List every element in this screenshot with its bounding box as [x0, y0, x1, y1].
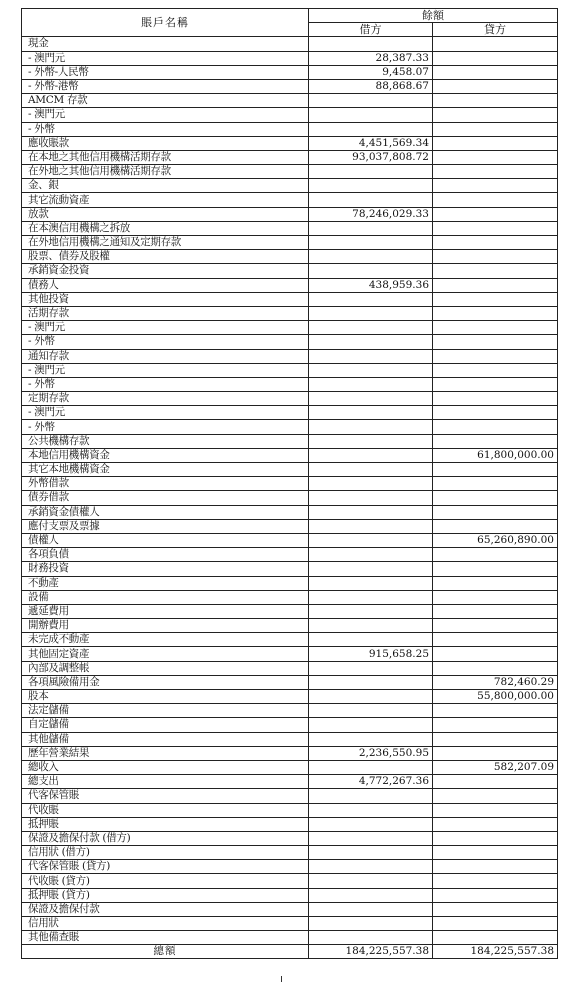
credit-cell [433, 519, 558, 533]
table-row [22, 902, 558, 916]
table-row [22, 377, 558, 391]
debit-cell [309, 448, 433, 462]
table-row [22, 349, 558, 363]
account-name-cell: - 外幣-港幣 [22, 79, 309, 93]
debit-cell [309, 264, 433, 278]
credit-cell [433, 179, 558, 193]
account-name-cell: 在本地之其他信用機構活期存款 [22, 150, 309, 164]
debit-cell [309, 193, 433, 207]
table-row [22, 264, 558, 278]
table-row [22, 420, 558, 434]
debit-cell: 4,772,267.36 [309, 775, 433, 789]
account-name-cell: 總支出 [22, 775, 309, 789]
account-name-cell: 各項負債 [22, 548, 309, 562]
account-name-cell: 公共機構存款 [22, 434, 309, 448]
table-row [22, 321, 558, 335]
table-row [22, 619, 558, 633]
account-name-cell: 抵押賬 (貸方) [22, 888, 309, 902]
table-body [22, 37, 558, 945]
credit-cell [433, 704, 558, 718]
table-row [22, 803, 558, 817]
debit-cell: 438,959.36 [309, 278, 433, 292]
credit-cell: 582,207.09 [433, 760, 558, 774]
table-row [22, 760, 558, 774]
table-row [22, 335, 558, 349]
table-row [22, 888, 558, 902]
debit-cell [309, 590, 433, 604]
table-row [22, 846, 558, 860]
debit-cell [309, 704, 433, 718]
account-name-cell: 法定儲備 [22, 704, 309, 718]
table-row [22, 562, 558, 576]
debit-cell [309, 392, 433, 406]
table-header [22, 9, 558, 37]
table-row [22, 250, 558, 264]
credit-cell [433, 292, 558, 306]
table-row [22, 37, 558, 51]
trial-balance-sheet [21, 8, 558, 959]
account-name-cell: 股本 [22, 690, 309, 704]
credit-cell [433, 221, 558, 235]
credit-cell [433, 136, 558, 150]
table-row [22, 533, 558, 547]
account-name-cell: - 澳門元 [22, 363, 309, 377]
account-name-cell: 承銷資金投資 [22, 264, 309, 278]
account-name-cell: 其它流動資產 [22, 193, 309, 207]
credit-cell [433, 420, 558, 434]
credit-cell: 65,260,890.00 [433, 533, 558, 547]
debit-cell [309, 576, 433, 590]
account-name-cell: 開辦費用 [22, 619, 309, 633]
credit-cell [433, 51, 558, 65]
debit-cell [309, 477, 433, 491]
debit-cell [309, 760, 433, 774]
table-row [22, 179, 558, 193]
debit-cell [309, 406, 433, 420]
credit-cell [433, 803, 558, 817]
account-name-cell: 其它本地機構資金 [22, 463, 309, 477]
table-row [22, 647, 558, 661]
credit-cell [433, 633, 558, 647]
credit-cell [433, 335, 558, 349]
account-name-cell: 在外地信用機構之通知及定期存款 [22, 236, 309, 250]
account-name-cell: 通知存款 [22, 349, 309, 363]
account-name-cell: 承銷資金債權人 [22, 505, 309, 519]
account-name-cell: - 外幣 [22, 420, 309, 434]
debit-cell [309, 874, 433, 888]
debit-cell [309, 732, 433, 746]
debit-cell [309, 335, 433, 349]
debit-cell [309, 860, 433, 874]
account-name-cell: 股票、債券及股權 [22, 250, 309, 264]
credit-cell [433, 236, 558, 250]
debit-cell [309, 179, 433, 193]
debit-cell: 93,037,808.72 [309, 150, 433, 164]
debit-cell: 915,658.25 [309, 647, 433, 661]
account-name-cell: - 外幣-人民幣 [22, 65, 309, 79]
debit-cell: 9,458.07 [309, 65, 433, 79]
account-name-cell: 在外地之其他信用機構活期存款 [22, 165, 309, 179]
account-name-cell: 其他投資 [22, 292, 309, 306]
debit-cell [309, 221, 433, 235]
table-row [22, 831, 558, 845]
debit-cell [309, 519, 433, 533]
account-name-cell: 保證及擔保付款 (借方) [22, 831, 309, 845]
account-name-cell: 自定儲備 [22, 718, 309, 732]
debit-cell: 78,246,029.33 [309, 207, 433, 221]
account-name-cell: 歷年營業結果 [22, 746, 309, 760]
table-row [22, 79, 558, 93]
debit-cell [309, 533, 433, 547]
header-account-name: 賬戶名稱 [22, 9, 309, 37]
debit-cell [309, 633, 433, 647]
table-row [22, 576, 558, 590]
credit-cell [433, 349, 558, 363]
credit-cell [433, 392, 558, 406]
credit-cell [433, 888, 558, 902]
credit-cell [433, 264, 558, 278]
account-name-cell: 代收賬 [22, 803, 309, 817]
table-row [22, 548, 558, 562]
account-name-cell: 內部及調整帳 [22, 661, 309, 675]
debit-cell [309, 562, 433, 576]
credit-cell [433, 377, 558, 391]
account-name-cell: 設備 [22, 590, 309, 604]
debit-cell: 88,868.67 [309, 79, 433, 93]
table-row [22, 108, 558, 122]
trial-balance-table [21, 8, 558, 959]
credit-cell [433, 406, 558, 420]
debit-cell [309, 94, 433, 108]
debit-cell: 2,236,550.95 [309, 746, 433, 760]
debit-cell [309, 661, 433, 675]
credit-cell [433, 321, 558, 335]
table-row [22, 463, 558, 477]
account-name-cell: - 澳門元 [22, 321, 309, 335]
credit-cell [433, 817, 558, 831]
credit-cell [433, 661, 558, 675]
table-row [22, 690, 558, 704]
total-credit: 184,225,557.38 [433, 945, 558, 959]
account-name-cell: 債務人 [22, 278, 309, 292]
credit-cell [433, 463, 558, 477]
table-row [22, 491, 558, 505]
table-row [22, 604, 558, 618]
table-row [22, 931, 558, 945]
credit-cell [433, 278, 558, 292]
header-debit: 借方 [309, 23, 433, 37]
table-row [22, 165, 558, 179]
page-mark [281, 976, 282, 982]
table-row [22, 675, 558, 689]
debit-cell [309, 718, 433, 732]
table-row [22, 221, 558, 235]
account-name-cell: 抵押賬 [22, 817, 309, 831]
total-debit: 184,225,557.38 [309, 945, 433, 959]
credit-cell [433, 122, 558, 136]
account-name-cell: 財務投資 [22, 562, 309, 576]
credit-cell [433, 79, 558, 93]
account-name-cell: 其他儲備 [22, 732, 309, 746]
table-row [22, 278, 558, 292]
credit-cell [433, 94, 558, 108]
table-row [22, 590, 558, 604]
account-name-cell: 代客保管賬 (貸方) [22, 860, 309, 874]
account-name-cell: 其他備查賬 [22, 931, 309, 945]
account-name-cell: - 外幣 [22, 377, 309, 391]
credit-cell [433, 775, 558, 789]
credit-cell [433, 548, 558, 562]
table-row [22, 51, 558, 65]
credit-cell [433, 193, 558, 207]
account-name-cell: - 澳門元 [22, 51, 309, 65]
credit-cell [433, 619, 558, 633]
account-name-cell: 外幣借款 [22, 477, 309, 491]
table-row [22, 448, 558, 462]
account-name-cell: - 澳門元 [22, 406, 309, 420]
table-row [22, 406, 558, 420]
credit-cell [433, 491, 558, 505]
debit-cell [309, 803, 433, 817]
account-name-cell: 未完成不動產 [22, 633, 309, 647]
credit-cell [433, 505, 558, 519]
account-name-cell: AMCM 存款 [22, 94, 309, 108]
table-row [22, 860, 558, 874]
credit-cell [433, 874, 558, 888]
credit-cell [433, 846, 558, 860]
debit-cell [309, 321, 433, 335]
credit-cell [433, 931, 558, 945]
table-row [22, 874, 558, 888]
credit-cell [433, 150, 558, 164]
debit-cell [309, 306, 433, 320]
debit-cell [309, 250, 433, 264]
account-name-cell: 放款 [22, 207, 309, 221]
credit-cell [433, 604, 558, 618]
credit-cell: 55,800,000.00 [433, 690, 558, 704]
table-row [22, 505, 558, 519]
credit-cell [433, 718, 558, 732]
debit-cell [309, 846, 433, 860]
account-name-cell: 應收賬款 [22, 136, 309, 150]
credit-cell [433, 647, 558, 661]
credit-cell [433, 831, 558, 845]
debit-cell [309, 888, 433, 902]
table-row [22, 718, 558, 732]
debit-cell: 4,451,569.34 [309, 136, 433, 150]
total-label: 總額 [22, 945, 309, 959]
account-name-cell: 信用狀 [22, 917, 309, 931]
debit-cell [309, 604, 433, 618]
account-name-cell: 保證及擔保付款 [22, 902, 309, 916]
credit-cell [433, 917, 558, 931]
debit-cell [309, 165, 433, 179]
account-name-cell: 債券借款 [22, 491, 309, 505]
credit-cell [433, 37, 558, 51]
account-name-cell: 不動產 [22, 576, 309, 590]
debit-cell [309, 817, 433, 831]
credit-cell [433, 902, 558, 916]
credit-cell [433, 250, 558, 264]
debit-cell [309, 690, 433, 704]
table-row [22, 775, 558, 789]
debit-cell [309, 931, 433, 945]
total-row [22, 945, 558, 959]
account-name-cell: 代收賬 (貸方) [22, 874, 309, 888]
credit-cell: 782,460.29 [433, 675, 558, 689]
account-name-cell: 在本澳信用機構之拆放 [22, 221, 309, 235]
credit-cell [433, 789, 558, 803]
account-name-cell: 信用狀 (借方) [22, 846, 309, 860]
debit-cell: 28,387.33 [309, 51, 433, 65]
table-row [22, 94, 558, 108]
table-row [22, 207, 558, 221]
credit-cell [433, 207, 558, 221]
credit-cell [433, 434, 558, 448]
debit-cell [309, 377, 433, 391]
debit-cell [309, 434, 433, 448]
account-name-cell: - 外幣 [22, 122, 309, 136]
table-row [22, 236, 558, 250]
account-name-cell: 金、銀 [22, 179, 309, 193]
table-row [22, 306, 558, 320]
debit-cell [309, 463, 433, 477]
table-row [22, 746, 558, 760]
credit-cell [433, 590, 558, 604]
account-name-cell: 應付支票及票據 [22, 519, 309, 533]
debit-cell [309, 789, 433, 803]
debit-cell [309, 917, 433, 931]
table-row [22, 392, 558, 406]
credit-cell [433, 108, 558, 122]
debit-cell [309, 292, 433, 306]
table-row [22, 363, 558, 377]
debit-cell [309, 349, 433, 363]
credit-cell: 61,800,000.00 [433, 448, 558, 462]
credit-cell [433, 65, 558, 79]
credit-cell [433, 860, 558, 874]
table-row [22, 789, 558, 803]
account-name-cell: 債權人 [22, 533, 309, 547]
table-row [22, 704, 558, 718]
account-name-cell: 定期存款 [22, 392, 309, 406]
debit-cell [309, 548, 433, 562]
account-name-cell: 代客保管賬 [22, 789, 309, 803]
debit-cell [309, 122, 433, 136]
credit-cell [433, 732, 558, 746]
debit-cell [309, 491, 433, 505]
account-name-cell: 本地信用機構資金 [22, 448, 309, 462]
header-balance: 餘額 [309, 9, 558, 23]
debit-cell [309, 505, 433, 519]
table-row [22, 661, 558, 675]
table-row [22, 633, 558, 647]
credit-cell [433, 576, 558, 590]
table-row [22, 732, 558, 746]
table-row [22, 477, 558, 491]
table-row [22, 292, 558, 306]
account-name-cell: 其他固定資產 [22, 647, 309, 661]
account-name-cell: 遞延費用 [22, 604, 309, 618]
debit-cell [309, 420, 433, 434]
table-row [22, 519, 558, 533]
credit-cell [433, 746, 558, 760]
account-name-cell: 活期存款 [22, 306, 309, 320]
credit-cell [433, 562, 558, 576]
credit-cell [433, 363, 558, 377]
debit-cell [309, 37, 433, 51]
account-name-cell: 各項風險備用金 [22, 675, 309, 689]
debit-cell [309, 363, 433, 377]
account-name-cell: 總收入 [22, 760, 309, 774]
header-credit: 貸方 [433, 23, 558, 37]
table-row [22, 917, 558, 931]
debit-cell [309, 108, 433, 122]
table-row [22, 65, 558, 79]
table-row [22, 150, 558, 164]
debit-cell [309, 902, 433, 916]
debit-cell [309, 619, 433, 633]
account-name-cell: 現金 [22, 37, 309, 51]
table-row [22, 122, 558, 136]
debit-cell [309, 675, 433, 689]
account-name-cell: - 澳門元 [22, 108, 309, 122]
debit-cell [309, 236, 433, 250]
table-row [22, 193, 558, 207]
table-row [22, 817, 558, 831]
credit-cell [433, 477, 558, 491]
table-row [22, 434, 558, 448]
account-name-cell: - 外幣 [22, 335, 309, 349]
credit-cell [433, 306, 558, 320]
debit-cell [309, 831, 433, 845]
table-row [22, 136, 558, 150]
credit-cell [433, 165, 558, 179]
